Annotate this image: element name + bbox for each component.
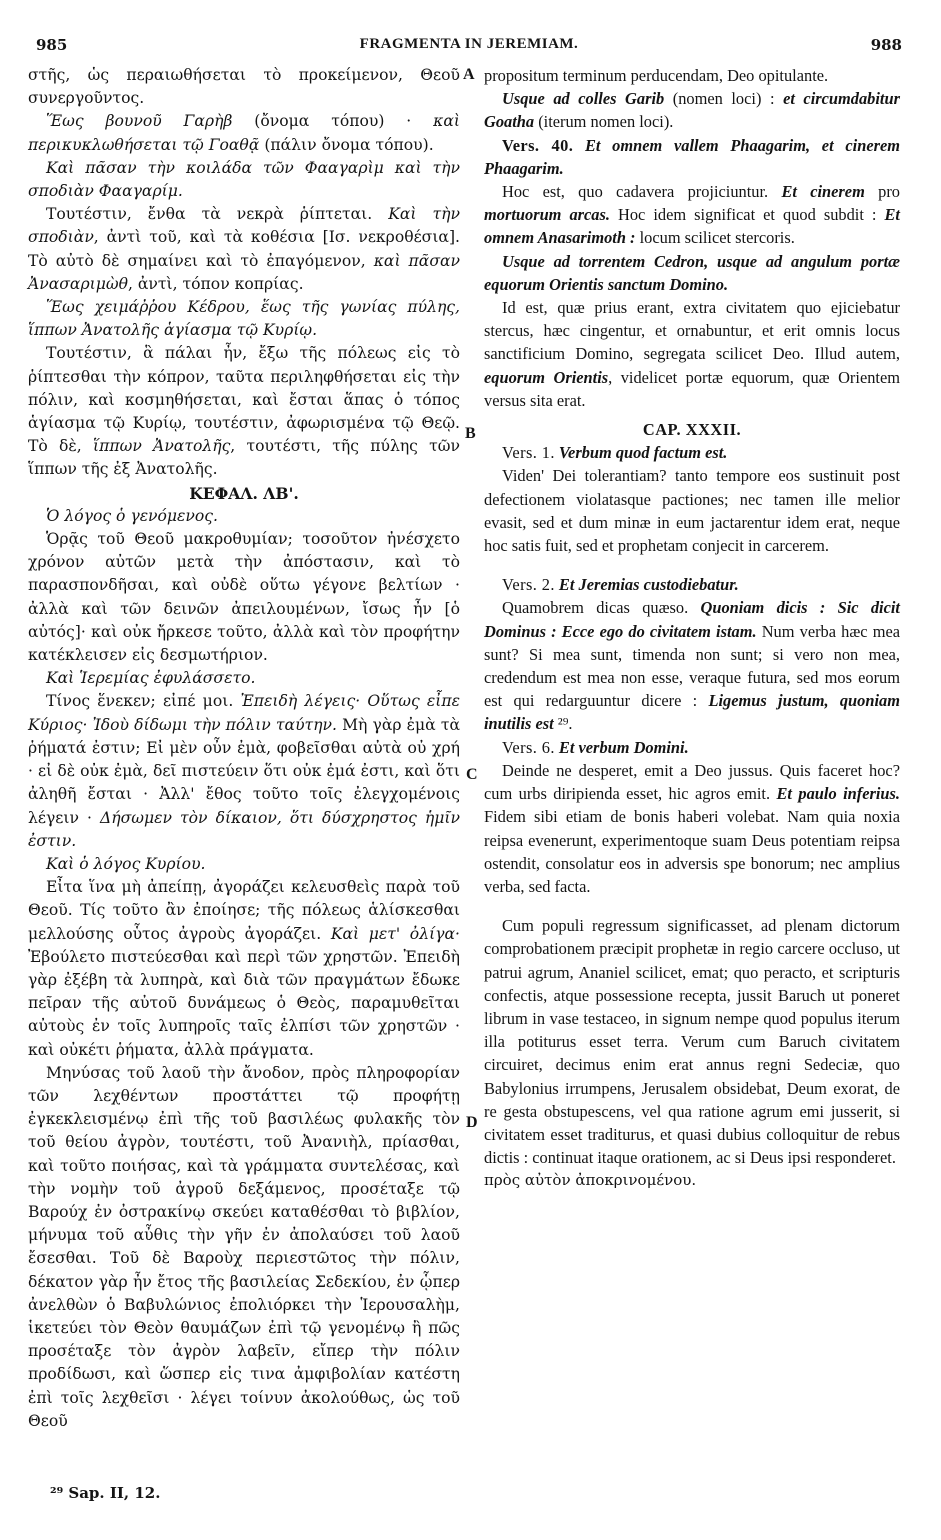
greek-lemma: Καὶ πᾶσαν τὴν κοιλάδα τῶν Φααγαρὶμ καὶ τὴν σποδιὰν Φααγαρίμ.: [28, 158, 460, 201]
chapter-heading-latin: CAP. XXXII.: [642, 420, 742, 440]
latin-verse-lemma: Vers. 1. Verbum quod factum est.: [502, 443, 728, 463]
latin-paragraph: Viden' Dei tolerantiam? tanto tempore eos sustinuit post defectionem violatasque pactiones; nec tamen ille melior evasit, sed et dum minæ in eum jactarentur idem erat, neque hoc satis fuit, sed et prophetam conjecit in carcerem.: [484, 466, 900, 556]
latin-paragraph: Cum populi regressum significasset, ad plenam dictorum comprobationem præcipit prophetæ in regio carcere occluso, ut patrui agrum, Ananiel scilicet, emat; quo peracto, et scripturis confectis, atque possessione recepta, jussit Baruch ut poneret librum in vase testaceo, in signum nempe quod populus iterum illa potiturus esset terra. Verum cum Baruch civitatem circuiret, decimus enim erat annus regni Sedeciæ, quo Babylonius irrumpens, Jerusalem obsidebat, Deum exorat, de re gesta obstupescens, vel qua ratione agrum emi jusserit, si civitatem esset traditurus, et quasi dubius colloquitur de rebus dictis : continuat itaque orationem, ac si Deus ipsi responderet.: [484, 916, 900, 1168]
latin-paragraph: Quamobrem dicas quæso. Quoniam dicis : Sic dicit Dominus : Ecce ego do civitatem istam. Num verba hæc mea sunt? Si mea sunt, timenda non sunt; si vero non mea, credendum est mea non esse, veraque futura, sed mos eorum est qui redarguuntur dicere : Ligemus justum, quoniam inutilis est ²⁹.: [484, 598, 900, 734]
latin-verse-lemma: Vers. 2. Et Jeremias custodiebatur.: [502, 575, 739, 595]
page-number-left: 985: [36, 36, 68, 54]
latin-verse-lemma: Vers. 6. Et verbum Domini.: [502, 737, 689, 757]
latin-paragraph: Deinde ne desperet, emit a Deo jussus. Quis faceret hoc? cum urbs diripienda esset, hic agros emit. Et paulo inferius. Fidem sibi etiam de bonis haberi volebat. Nam quia noxia reipsa evenerunt, experimentoque suam Deus potentiam reipsa ostendit, consolatur eos in adversis spe bonorum; nec amplius verba, sed facta.: [484, 760, 900, 896]
page-title: FRAGMENTA IN JEREMIAM.: [359, 36, 579, 52]
greek-lemma: Ὁ λόγος ὁ γενόμενος.: [46, 506, 218, 525]
greek-lemma: Καὶ Ἱερεμίας ἐφυλάσσετο.: [46, 669, 256, 688]
footnote: ²⁹ Sap. II, 12.: [50, 1484, 161, 1502]
greek-lemma: Καὶ ὁ λόγος Κυρίου.: [46, 854, 206, 873]
latin-paragraph: Hoc est, quo cadavera projiciuntur. Et cinerem pro mortuorum arcas. Hoc idem significat et quod subdit : Et omnem Anasarimoth : locum scilicet stercoris.: [484, 182, 900, 248]
latin-column: [484, 64, 900, 1193]
greek-column: [28, 64, 460, 1433]
margin-marker-c: C: [466, 766, 478, 783]
running-header: [36, 36, 902, 60]
margin-marker-b: B: [465, 425, 476, 442]
page-number-right: 988: [870, 36, 902, 54]
latin-verse-lemma: Vers. 40. Et omnem vallem Phaagarim, et cinerem Phaagarim.: [484, 135, 900, 178]
margin-marker-a: A: [463, 66, 475, 83]
greek-paragraph: Ὁρᾷς τοῦ Θεοῦ μακροθυμίαν; τοσοῦτον ἠνέσχετο χρόνον αὐτῶν μετὰ τὴν ἀπόστασιν, καὶ τὸ παρασπονδῆσαι, καὶ οὐδὲ οὕτω γέγονε βελτίων · ἀλλὰ καὶ τῶν δεινῶν ἀπειλουμένων, ἴσως ἦν [ὁ αὐτός]· καὶ οὐκ ἤρκεσε τοῦτο, ἀλλὰ καὶ τὸν προφήτην κατέκλεισεν εἰς δεσμωτήριον.: [28, 530, 460, 665]
greek-lemma-paragraph: Ἕως βουνοῦ Γαρὴβ (ὄνομα τόπου) · καὶ περικυκλωθήσεται τῷ Γοαθᾷ (πάλιν ὄνομα τόπου).: [28, 112, 460, 154]
greek-paragraph: Μηνύσας τοῦ λαοῦ τὴν ἄνοδον, πρὸς πληροφορίαν τῶν λεχθέντων προστάττει τῷ προφήτῃ ἐγκεκλεισμένῳ ἐπὶ τῆς τοῦ βασιλέως φυλακῆς τὸν τοῦ θείου ἀγρὸν, τουτέστι, τοῦ Ἀνανιὴλ, πρίασθαι, καὶ τοῦτο ποιήσας, καὶ τὰ γράμματα συντελέσας, καὶ τὴν νομὴν τοῦ ἀγροῦ δεξάμενος, προσέταξε τῷ Βαρούχ ἐν ὀστρακίνῳ σκεύει καταθέσθαι τὸ βιβλίον, μήνυμα τοῦ αὖθις τὴν γῆν ἐν ἀπολαύσει τοῦ λαοῦ ἔσεσθαι. Τοῦ δὲ Βαροὺχ περιεστῶτος τὴν πόλιν, δέκατον γὰρ ἦν ἔτος τῆς βασιλείας Σεδεκίου, ἐν ᾧπερ ἀνελθὼν ὁ Βαβυλώνιος ἐπολιόρκει τὴν Ἱερουσαλὴμ, ἱκετεύει τὸν Θεὸν θαυμάζων ἐπὶ τῷ γενομένῳ ἢ πῶς προσέταξε τὸν ἀγρὸν λαβεῖν, εἴπερ τὴν πόλιν προδίδωσι, καὶ ὥσπερ εἰς τινα ἀμφιβολίαν κατέστη ἐπὶ τοῖς λεχθεῖσι · λέγει τοίνυν ἀκολούθως, ὡς τοῦ Θεοῦ: [28, 1063, 460, 1430]
greek-paragraph: Τουτέστιν, ἔνθα τὰ νεκρὰ ῥίπτεται. Καὶ τὴν σποδιὰν, ἀντὶ τοῦ, καὶ τὰ κοθέσια [Ισ. νεκροθέσια]. Τὸ αὐτὸ δὲ σημαίνει καὶ τὸ ἐπαγόμενον, καὶ πᾶσαν Ἀνασαριμὼθ, ἀντὶ, τόπον κοπρίας.: [28, 205, 460, 293]
latin-lemma: Usque ad torrentem Cedron, usque ad angulum portæ equorum Orientis sanctum Domino.: [484, 251, 900, 294]
latin-lemma-paragraph: Usque ad colles Garib (nomen loci) : et circumdabitur Goatha (iterum nomen loci).: [484, 89, 900, 132]
margin-marker-d: D: [466, 1114, 478, 1131]
greek-paragraph: στῆς, ὡς περαιωθήσεται τὸ προκείμενον, Θεοῦ συνεργοῦντος.: [28, 66, 460, 108]
chapter-heading-greek: ΚΕΦΑΛ. ΛΒ'.: [189, 483, 299, 503]
greek-paragraph: Τουτέστιν, ἃ πάλαι ἦν, ἔξω τῆς πόλεως εἰς τὸ ῥίπτεσθαι τὴν κόπρον, ταῦτα περιληφθήσεται εἰς τὴν πόλιν, καὶ κοσμηθήσεται, καὶ ἔσται ἅπας ὁ τόπος ἁγίασμα τῷ Κυρίῳ, τουτέστιν, ἀφωρισμένα τῷ Θεῷ. Τὸ δὲ, ἵππων Ἀνατολῆς, τουτέστι, τῆς πύλης τῶν ἵππων τῆς ἐξ Ἀνατολῆς.: [28, 344, 460, 479]
greek-paragraph: Τίνος ἕνεκεν; εἰπέ μοι. Ἐπειδὴ λέγεις· Οὕτως εἶπε Κύριος· Ἰδοὺ δίδωμι τὴν πόλιν ταύτην. Μὴ γὰρ ἐμὰ τὰ ῥήματά ἐστιν; Εἰ μὲν οὖν ἐμὰ, φοβεῖσθαι αὐτὰ οὐ χρή · εἰ δὲ οὐκ ἐμὰ, δεῖ πιστεύειν ὅτι οὐκ ἐμά ἐστι, καὶ ὅτι ἀληθῆ ἔσται · Ἀλλ' ἔθος τοῦτο τοῖς ἐλεγχομένοις λέγειν · Δήσωμεν τὸν δίκαιον, ὅτι δύσχρηστος ἡμῖν ἐστιν.: [28, 692, 460, 850]
greek-lemma: Ἕως χειμάῤῥου Κέδρου, ἕως τῆς γωνίας πύλης, ἵππων Ἀνατολῆς ἁγίασμα τῷ Κυρίῳ.: [28, 298, 460, 340]
latin-paragraph: propositum terminum perducendam, Deo opitulante.: [484, 66, 829, 85]
greek-continuation: πρὸς αὐτὸν ἀποκρινομένου.: [484, 1171, 697, 1190]
latin-paragraph: Id est, quæ prius erant, extra civitatem quo ejiciebatur stercus, hæc cingentur, et ornabuntur, et erit omnis locus sanctificium Domino, segregata scilicet Deo. Illud autem, equorum Orientis, videlicet portæ equorum, quæ Orientem versus sita erat.: [484, 298, 900, 410]
greek-paragraph: Εἶτα ἵνα μὴ ἀπείπῃ, ἀγοράζει κελευσθεὶς παρὰ τοῦ Θεοῦ. Τίς τοῦτο ἂν ἐποίησε; τῆς πόλεως ἁλίσκεσθαι μελλούσης οὗτος ἀγροὺς ἀγοράζει. Καὶ μετ' ὀλίγα· Ἐβούλετο πιστεύεσθαι καὶ περὶ τῶν χρηστῶν. Ἐπειδὴ γὰρ ἐξέβη τὰ λυπηρὰ, καὶ διὰ τῶν πραγμάτων ἔδωκε πεῖραν τῆς αὐτοῦ δυνάμεως ὁ Θεὸς, παραμυθεῖται αὐτοὺς ἐν τοῖς λυπηροῖς ταῖς ἐλπίσι τῶν χρηστῶν · καὶ οὐκέτι ῥήματα, ἀλλὰ πράγματα.: [28, 878, 460, 1059]
